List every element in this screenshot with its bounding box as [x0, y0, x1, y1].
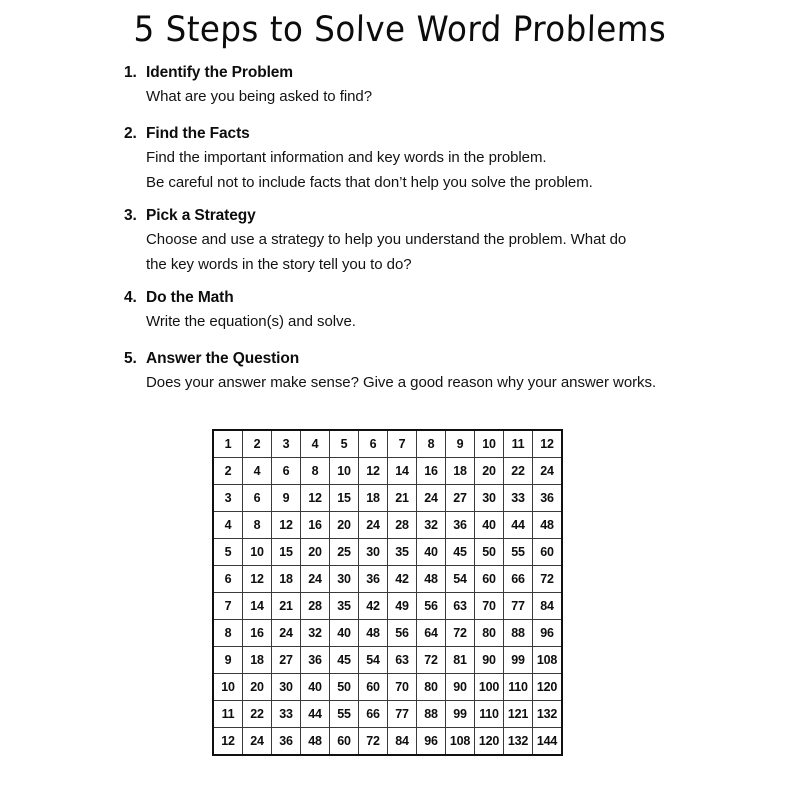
table-cell: 18 — [243, 647, 272, 674]
table-cell: 144 — [533, 728, 563, 756]
table-cell: 50 — [330, 674, 359, 701]
table-cell: 12 — [301, 485, 330, 512]
multiplication-table-container — [212, 429, 563, 756]
table-cell: 42 — [388, 566, 417, 593]
step-description — [146, 145, 724, 195]
table-cell: 44 — [504, 512, 533, 539]
table-cell: 14 — [243, 593, 272, 620]
table-cell: 32 — [301, 620, 330, 647]
multiplication-table-body — [213, 430, 562, 755]
table-cell: 16 — [417, 458, 446, 485]
table-cell: 121 — [504, 701, 533, 728]
table-cell: 84 — [388, 728, 417, 756]
table-cell: 72 — [446, 620, 475, 647]
table-cell: 30 — [330, 566, 359, 593]
table-row — [213, 458, 562, 485]
table-cell: 12 — [533, 430, 563, 458]
table-cell: 66 — [359, 701, 388, 728]
table-cell: 48 — [417, 566, 446, 593]
step-title: Find the Facts — [146, 125, 250, 142]
table-cell: 80 — [417, 674, 446, 701]
table-cell: 20 — [301, 539, 330, 566]
table-cell: 45 — [446, 539, 475, 566]
table-cell: 12 — [359, 458, 388, 485]
step-description-line: the key words in the story tell you to do? — [146, 256, 412, 273]
table-cell: 10 — [243, 539, 272, 566]
table-cell: 22 — [504, 458, 533, 485]
step-heading — [124, 205, 724, 227]
table-cell: 9 — [446, 430, 475, 458]
table-cell: 33 — [272, 701, 301, 728]
step-heading — [124, 123, 724, 145]
table-cell: 4 — [301, 430, 330, 458]
table-cell: 48 — [533, 512, 563, 539]
table-cell: 33 — [504, 485, 533, 512]
step-title: Pick a Strategy — [146, 207, 256, 224]
table-cell: 6 — [243, 485, 272, 512]
table-cell: 110 — [504, 674, 533, 701]
table-cell: 9 — [213, 647, 243, 674]
steps-list — [124, 62, 724, 409]
table-cell: 12 — [213, 728, 243, 756]
step-description — [146, 309, 724, 334]
table-cell: 10 — [330, 458, 359, 485]
table-cell: 20 — [475, 458, 504, 485]
table-row — [213, 674, 562, 701]
table-cell: 40 — [330, 620, 359, 647]
table-cell: 11 — [504, 430, 533, 458]
table-cell: 2 — [243, 430, 272, 458]
step-description — [146, 227, 724, 277]
table-cell: 8 — [243, 512, 272, 539]
table-cell: 40 — [301, 674, 330, 701]
table-row — [213, 430, 562, 458]
step-description-line: Be careful not to include facts that don’t help you solve the problem. — [146, 174, 593, 191]
table-cell: 42 — [359, 593, 388, 620]
step-number: 1. — [124, 64, 137, 81]
multiplication-table — [212, 429, 563, 756]
table-cell: 8 — [301, 458, 330, 485]
table-cell: 72 — [417, 647, 446, 674]
table-cell: 24 — [272, 620, 301, 647]
step-title: Answer the Question — [146, 350, 300, 367]
table-cell: 36 — [533, 485, 563, 512]
step-title: Identify the Problem — [146, 64, 293, 81]
table-cell: 27 — [446, 485, 475, 512]
step-item — [124, 123, 724, 195]
table-cell: 36 — [272, 728, 301, 756]
table-cell: 9 — [272, 485, 301, 512]
step-heading — [124, 62, 724, 84]
table-cell: 108 — [533, 647, 563, 674]
table-cell: 96 — [417, 728, 446, 756]
table-cell: 30 — [359, 539, 388, 566]
table-cell: 21 — [388, 485, 417, 512]
table-cell: 5 — [330, 430, 359, 458]
table-cell: 3 — [272, 430, 301, 458]
table-cell: 6 — [359, 430, 388, 458]
table-cell: 7 — [388, 430, 417, 458]
table-cell: 132 — [533, 701, 563, 728]
table-cell: 12 — [272, 512, 301, 539]
table-cell: 60 — [533, 539, 563, 566]
table-cell: 18 — [272, 566, 301, 593]
table-cell: 24 — [301, 566, 330, 593]
table-cell: 32 — [417, 512, 446, 539]
table-cell: 4 — [213, 512, 243, 539]
step-item — [124, 287, 724, 334]
table-cell: 8 — [417, 430, 446, 458]
table-cell: 81 — [446, 647, 475, 674]
table-cell: 90 — [446, 674, 475, 701]
table-cell: 44 — [301, 701, 330, 728]
step-description-line: Find the important information and key words in the problem. — [146, 149, 547, 166]
table-cell: 16 — [243, 620, 272, 647]
step-heading — [124, 348, 724, 370]
table-cell: 54 — [359, 647, 388, 674]
step-number: 3. — [124, 207, 137, 224]
table-cell: 84 — [533, 593, 563, 620]
table-cell: 10 — [475, 430, 504, 458]
table-cell: 27 — [272, 647, 301, 674]
table-cell: 15 — [272, 539, 301, 566]
table-cell: 70 — [475, 593, 504, 620]
table-cell: 11 — [213, 701, 243, 728]
table-cell: 8 — [213, 620, 243, 647]
table-cell: 80 — [475, 620, 504, 647]
table-cell: 10 — [213, 674, 243, 701]
table-cell: 5 — [213, 539, 243, 566]
step-description-line: Does your answer make sense? Give a good reason why your answer works. — [146, 374, 657, 391]
table-cell: 99 — [504, 647, 533, 674]
table-cell: 28 — [388, 512, 417, 539]
step-heading — [124, 287, 724, 309]
step-description-line: Write the equation(s) and solve. — [146, 313, 356, 330]
table-cell: 28 — [301, 593, 330, 620]
step-item — [124, 348, 724, 395]
table-cell: 48 — [301, 728, 330, 756]
table-cell: 55 — [330, 701, 359, 728]
table-cell: 120 — [475, 728, 504, 756]
table-row — [213, 647, 562, 674]
table-cell: 49 — [388, 593, 417, 620]
table-cell: 24 — [533, 458, 563, 485]
table-cell: 48 — [359, 620, 388, 647]
table-cell: 72 — [533, 566, 563, 593]
table-cell: 35 — [388, 539, 417, 566]
table-cell: 21 — [272, 593, 301, 620]
table-cell: 50 — [475, 539, 504, 566]
table-cell: 24 — [417, 485, 446, 512]
table-cell: 132 — [504, 728, 533, 756]
table-cell: 70 — [388, 674, 417, 701]
table-cell: 100 — [475, 674, 504, 701]
step-description — [146, 84, 724, 109]
table-cell: 120 — [533, 674, 563, 701]
table-cell: 77 — [388, 701, 417, 728]
step-number: 5. — [124, 350, 137, 367]
table-cell: 36 — [446, 512, 475, 539]
table-cell: 3 — [213, 485, 243, 512]
table-cell: 63 — [446, 593, 475, 620]
step-title: Do the Math — [146, 289, 234, 306]
table-cell: 20 — [330, 512, 359, 539]
step-number: 4. — [124, 289, 137, 306]
table-row — [213, 620, 562, 647]
table-cell: 4 — [243, 458, 272, 485]
table-cell: 77 — [504, 593, 533, 620]
table-cell: 18 — [446, 458, 475, 485]
step-number: 2. — [124, 125, 137, 142]
table-cell: 56 — [388, 620, 417, 647]
table-cell: 45 — [330, 647, 359, 674]
table-row — [213, 593, 562, 620]
table-cell: 25 — [330, 539, 359, 566]
table-cell: 88 — [417, 701, 446, 728]
table-cell: 110 — [475, 701, 504, 728]
step-item — [124, 205, 724, 277]
table-cell: 24 — [243, 728, 272, 756]
table-cell: 30 — [272, 674, 301, 701]
table-row — [213, 539, 562, 566]
table-cell: 40 — [417, 539, 446, 566]
step-description-line: Choose and use a strategy to help you understand the problem. What do — [146, 231, 627, 248]
table-cell: 60 — [475, 566, 504, 593]
table-cell: 99 — [446, 701, 475, 728]
table-cell: 60 — [330, 728, 359, 756]
step-description-line: What are you being asked to find? — [146, 88, 372, 105]
table-cell: 35 — [330, 593, 359, 620]
table-cell: 12 — [243, 566, 272, 593]
table-cell: 40 — [475, 512, 504, 539]
table-cell: 6 — [272, 458, 301, 485]
table-row — [213, 728, 562, 756]
table-cell: 22 — [243, 701, 272, 728]
table-cell: 16 — [301, 512, 330, 539]
table-cell: 7 — [213, 593, 243, 620]
table-cell: 72 — [359, 728, 388, 756]
table-cell: 30 — [475, 485, 504, 512]
page-title: 5 Steps to Solve Word Problems — [133, 10, 667, 50]
table-cell: 20 — [243, 674, 272, 701]
table-cell: 36 — [359, 566, 388, 593]
table-cell: 88 — [504, 620, 533, 647]
table-row — [213, 566, 562, 593]
table-row — [213, 512, 562, 539]
table-cell: 36 — [301, 647, 330, 674]
table-cell: 1 — [213, 430, 243, 458]
table-cell: 2 — [213, 458, 243, 485]
table-cell: 63 — [388, 647, 417, 674]
step-description — [146, 370, 724, 395]
table-cell: 66 — [504, 566, 533, 593]
table-cell: 18 — [359, 485, 388, 512]
table-cell: 96 — [533, 620, 563, 647]
table-cell: 54 — [446, 566, 475, 593]
table-cell: 15 — [330, 485, 359, 512]
table-row — [213, 485, 562, 512]
table-cell: 6 — [213, 566, 243, 593]
table-cell: 55 — [504, 539, 533, 566]
table-cell: 108 — [446, 728, 475, 756]
step-item — [124, 62, 724, 109]
table-cell: 60 — [359, 674, 388, 701]
table-row — [213, 701, 562, 728]
table-cell: 90 — [475, 647, 504, 674]
table-cell: 64 — [417, 620, 446, 647]
table-cell: 14 — [388, 458, 417, 485]
table-cell: 24 — [359, 512, 388, 539]
table-cell: 56 — [417, 593, 446, 620]
